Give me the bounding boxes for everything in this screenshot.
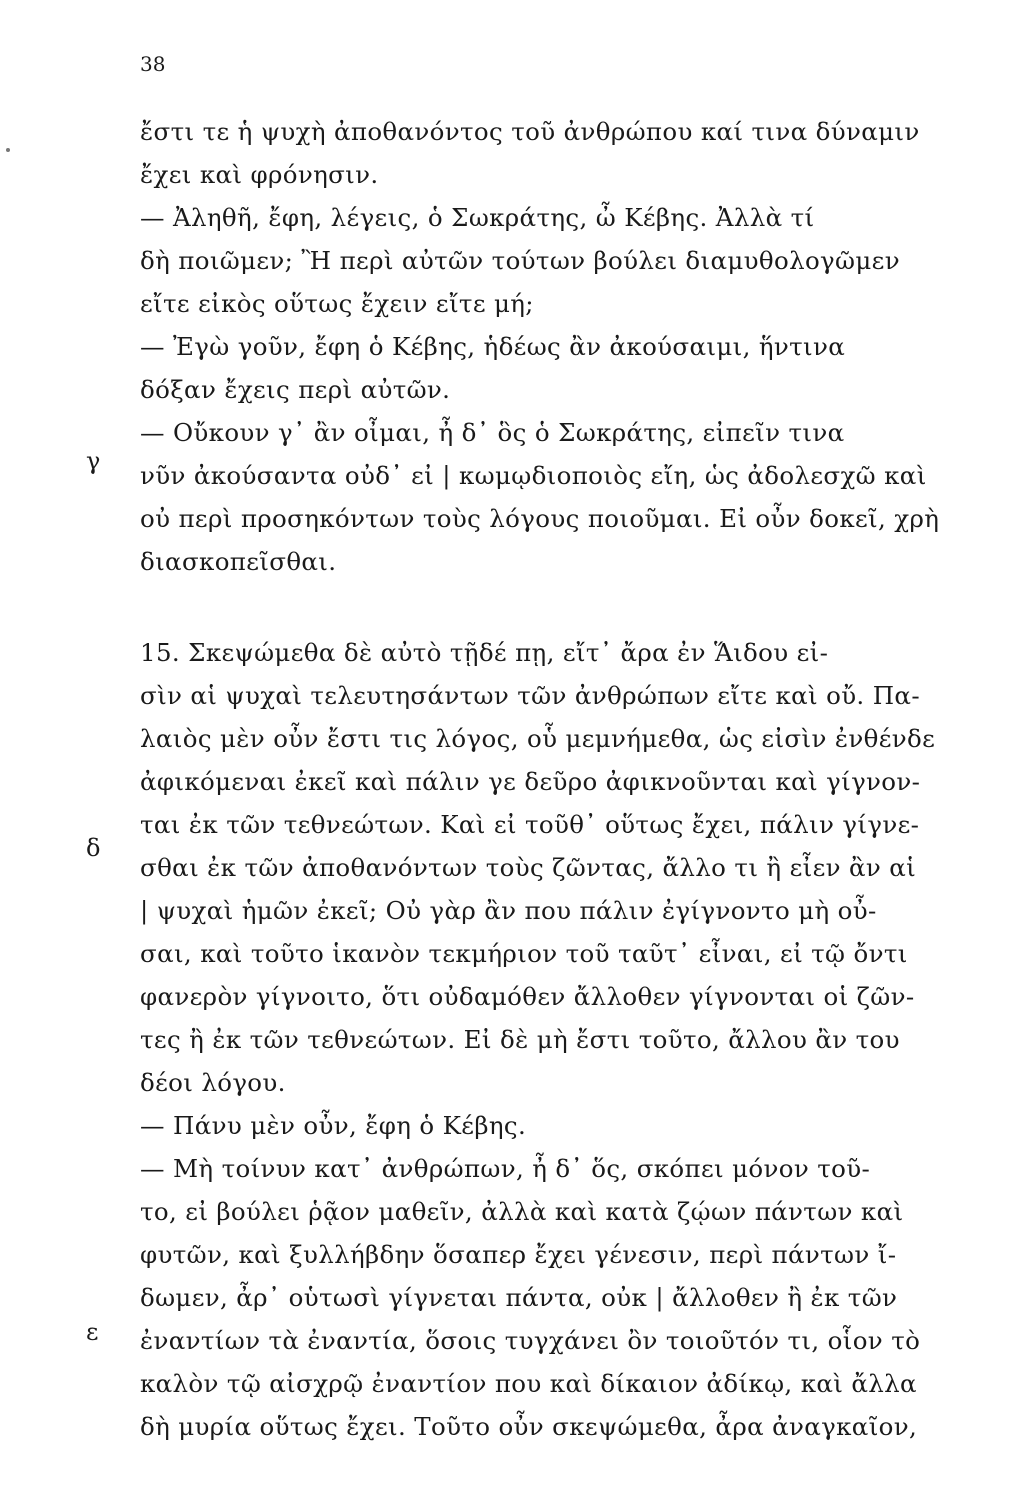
text-line: — Μὴ τοίνυν κατ᾽ ἀνθρώπων, ἦ δ᾽ ὅς, σκόπει μόνον τοῦ- [140,1154,871,1183]
text-line: ἐναντίων τὰ ἐναντία, ὅσοις τυγχάνει ὂν τοιοῦτόν τι, οἷον τὸ [140,1326,921,1355]
text-line: τες ἢ ἐκ τῶν τεθνεώτων. Εἰ δὲ μὴ ἔστι τοῦτο, ἄλλου ἂν του [140,1025,900,1054]
text-line: | ψυχαὶ ἡμῶν ἐκεῖ; Οὐ γὰρ ἂν που πάλιν ἐγίγνοντο μὴ οὖ- [140,896,877,925]
text-line: ται ἐκ τῶν τεθνεώτων. Καὶ εἰ τοῦθ᾽ οὕτως ἔχει, πάλιν γίγνε- [140,810,920,839]
page-text [140,110,970,1448]
page-edge-mark [6,148,10,152]
text-line: ἔστι τε ἡ ψυχὴ ἀποθανόντος τοῦ ἀνθρώπου καί τινα δύναμιν [140,117,920,146]
page-number: 38 [140,52,166,76]
text-line: σὶν αἱ ψυχαὶ τελευτησάντων τῶν ἀνθρώπων εἴτε καὶ οὔ. Πα- [140,681,920,710]
text-line: εἴτε εἰκὸς οὕτως ἔχειν εἴτε μή; [140,289,534,318]
text-line: ἔχει καὶ φρόνησιν. [140,160,379,189]
margin-letter-gamma: γ [86,447,101,475]
text-line: φυτῶν, καὶ ξυλλήβδην ὅσαπερ ἔχει γένεσιν, περὶ πάντων ἴ- [140,1240,897,1269]
text-line: φανερὸν γίγνοιτο, ὅτι οὐδαμόθεν ἄλλοθεν γίγνονται οἱ ζῶν- [140,982,915,1011]
text-line: — Ἀληθῆ, ἔφη, λέγεις, ὁ Σωκράτης, ὦ Κέβης. Ἀλλὰ τί [140,203,815,232]
text-line: νῦν ἀκούσαντα οὐδ᾽ εἰ | κωμῳδιοποιὸς εἴη, ὡς ἀδολεσχῶ καὶ [140,461,927,490]
text-line: — Πάνυ μὲν οὖν, ἔφη ὁ Κέβης. [140,1111,527,1140]
text-line: λαιὸς μὲν οὖν ἔστι τις λόγος, οὗ μεμνήμεθα, ὡς εἰσὶν ἐνθένδε [140,724,936,753]
text-line: — Οὔκουν γ᾽ ἂν οἶμαι, ἦ δ᾽ ὃς ὁ Σωκράτης, εἰπεῖν τινα [140,418,845,447]
text-line: οὐ περὶ προσηκόντων τοὺς λόγους ποιοῦμαι. Εἰ οὖν δοκεῖ, χρὴ [140,504,940,533]
text-line: δόξαν ἔχεις περὶ αὐτῶν. [140,375,451,404]
text-line: 15. Σκεψώμεθα δὲ αὐτὸ τῇδέ πῃ, εἴτ᾽ ἄρα ἐν Ἅιδου εἰ- [140,638,829,667]
text-line: δέοι λόγου. [140,1068,286,1097]
text-line: το, εἰ βούλει ῥᾷον μαθεῖν, ἀλλὰ καὶ κατὰ ζῴων πάντων καὶ [140,1197,904,1226]
paragraph-gap [140,583,970,631]
margin-letter-delta: δ [86,834,101,862]
text-line: δὴ ποιῶμεν; Ἢ περὶ αὐτῶν τούτων βούλει διαμυθολογῶμεν [140,246,900,275]
text-line: δωμεν, ἆρ᾽ οὑτωσὶ γίγνεται πάντα, οὐκ | ἄλλοθεν ἢ ἐκ τῶν [140,1283,898,1312]
text-line: — Ἐγὼ γοῦν, ἔφη ὁ Κέβης, ἡδέως ἂν ἀκούσαιμι, ἥντινα [140,332,846,361]
text-line: σθαι ἐκ τῶν ἀποθανόντων τοὺς ζῶντας, ἄλλο τι ἢ εἶεν ἂν αἱ [140,853,917,882]
text-line: σαι, καὶ τοῦτο ἱκανὸν τεκμήριον τοῦ ταῦτ᾽ εἶναι, εἰ τῷ ὄντι [140,939,908,968]
text-line: καλὸν τῷ αἰσχρῷ ἐναντίον που καὶ δίκαιον ἀδίκῳ, καὶ ἄλλα [140,1369,917,1398]
text-line: δὴ μυρία οὕτως ἔχει. Τοῦτο οὖν σκεψώμεθα, ἆρα ἀναγκαῖον, [140,1412,918,1441]
text-line: ἀφικόμεναι ἐκεῖ καὶ πάλιν γε δεῦρο ἀφικνοῦνται καὶ γίγνον- [140,767,921,796]
text-line: διασκοπεῖσθαι. [140,547,337,576]
margin-letter-epsilon: ε [86,1318,99,1346]
